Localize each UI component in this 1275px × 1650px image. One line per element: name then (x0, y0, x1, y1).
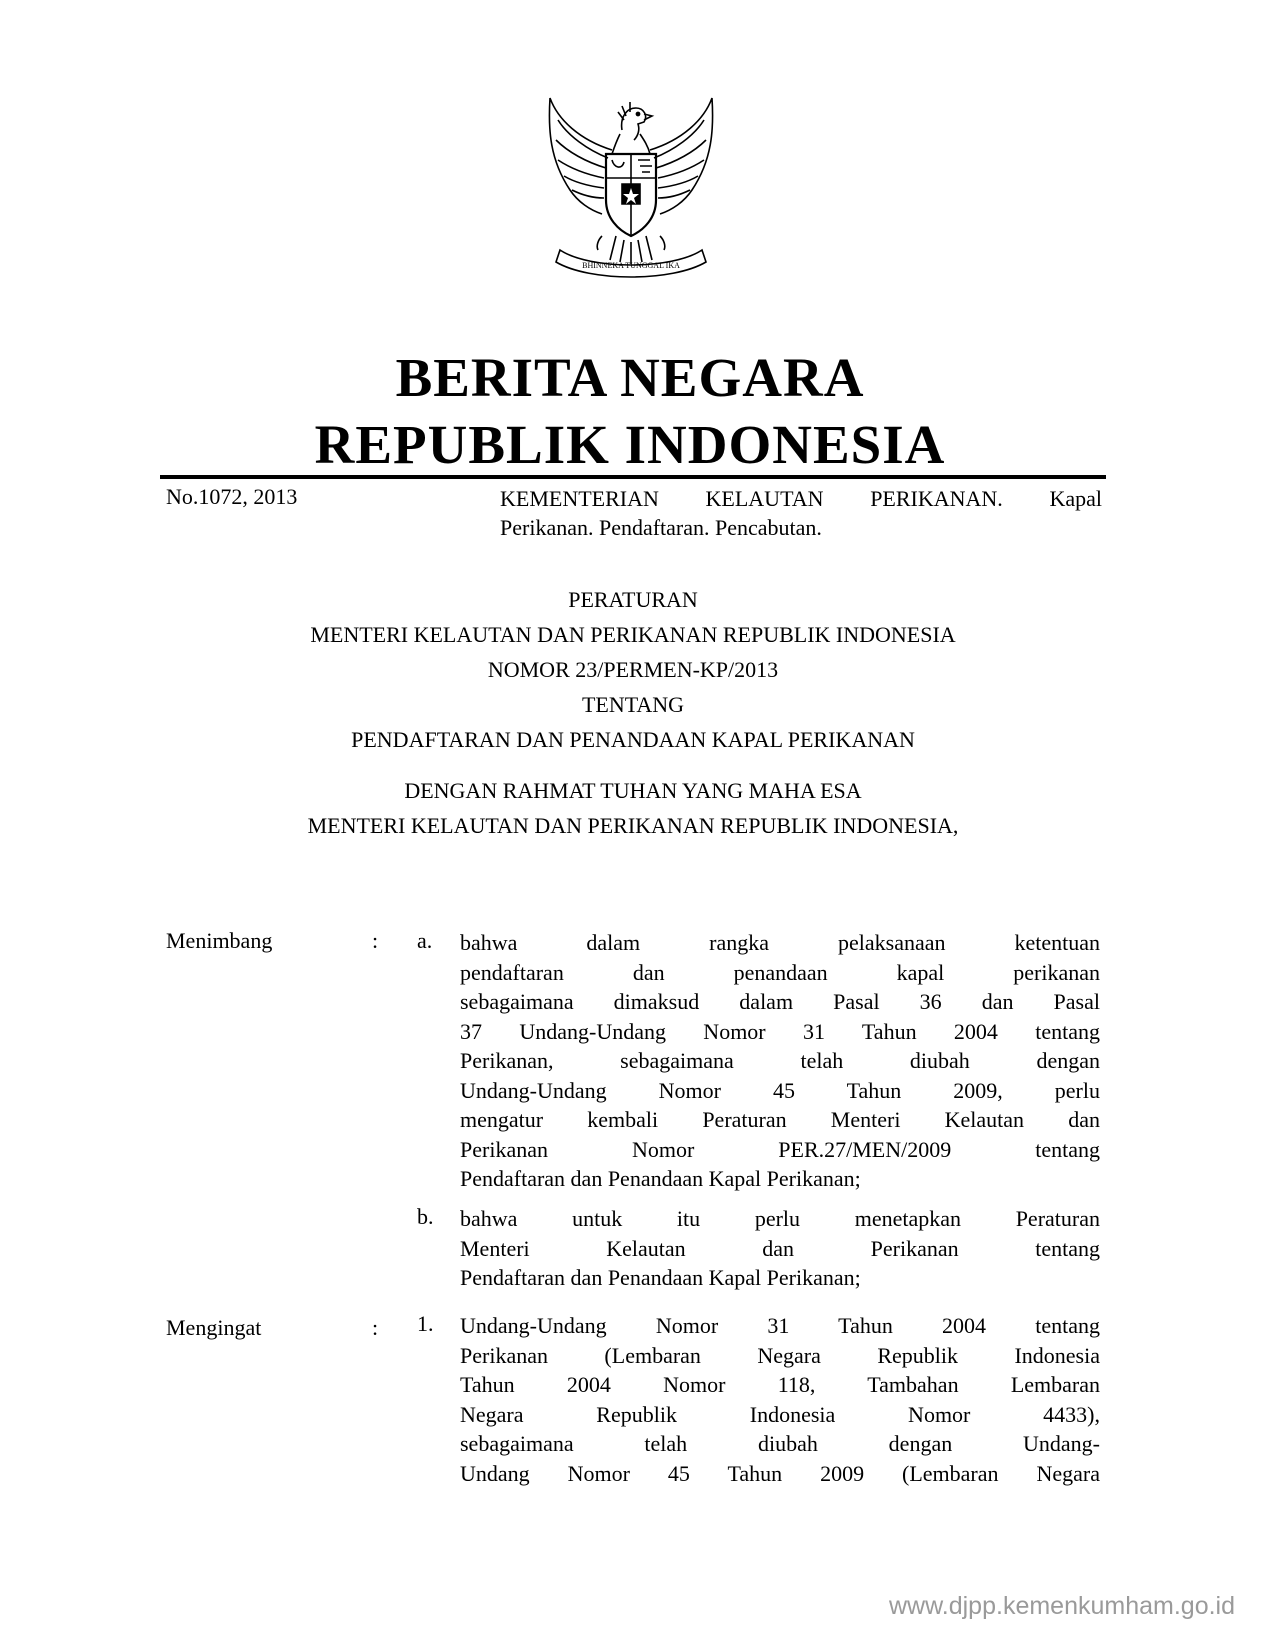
mengingat-label: Mengingat (166, 1315, 262, 1340)
masthead-title: BERITA NEGARA (395, 347, 865, 408)
category-line: KEMENTERIAN KELAUTAN PERIKANAN. Kapal (500, 486, 1102, 511)
item-line: bahwa dalam rangka pelaksanaan ketentuan (460, 930, 1100, 955)
source-watermark: www.djpp.kemenkumham.go.id (889, 1592, 1235, 1620)
menimbang-colon: : (372, 928, 379, 953)
item-marker: b. (417, 1204, 434, 1229)
garuda-emblem-icon (540, 90, 722, 280)
masthead-subtitle: REPUBLIK INDONESIA (314, 414, 946, 475)
item-line: Perikanan Nomor PER.27/MEN/2009 tentang (460, 1136, 1100, 1162)
item-marker: 1. (417, 1311, 434, 1336)
item-line: sebagaimana telah diubah dengan Undang- (460, 1431, 1100, 1456)
title-line: PENDAFTARAN DAN PENANDAAN KAPAL PERIKANAN (351, 727, 915, 752)
item-marker: a. (417, 928, 433, 953)
item-line: Undang Nomor 45 Tahun 2009 (Lembaran Negara (460, 1460, 1100, 1486)
menimbang-label: Menimbang (166, 928, 273, 953)
item-line: pendaftaran dan penandaan kapal perikanan (460, 959, 1100, 985)
title-line: NOMOR 23/PERMEN-KP/2013 (487, 657, 779, 682)
item-line: Pendaftaran dan Penandaan Kapal Perikanan; (460, 1166, 861, 1191)
item-line: Undang-Undang Nomor 45 Tahun 2009, perlu (460, 1077, 1100, 1103)
regulation-title (160, 582, 1106, 757)
masthead-rule (160, 475, 1106, 479)
item-line: 37 Undang-Undang Nomor 31 Tahun 2004 tentang (460, 1018, 1100, 1044)
item-line: Tahun 2004 Nomor 118, Tambahan Lembaran (460, 1372, 1100, 1397)
category-line: Perikanan. Pendaftaran. Pencabutan. (500, 515, 822, 540)
mengingat-item-1 (460, 1311, 1100, 1488)
item-line: Undang-Undang Nomor 31 Tahun 2004 tentang (460, 1313, 1100, 1338)
emblem-motto: BHINNEKA TUNGGAL IKA (582, 261, 680, 270)
mengingat-colon: : (372, 1315, 379, 1340)
item-line: sebagaimana dimaksud dalam Pasal 36 dan Pasal (460, 989, 1100, 1014)
preamble-line: MENTERI KELAUTAN DAN PERIKANAN REPUBLIK INDONESIA, (307, 813, 959, 838)
item-line: Menteri Kelautan dan Perikanan tentang (460, 1235, 1100, 1261)
menimbang-item-b (460, 1204, 1100, 1293)
title-line: PERATURAN (568, 587, 698, 612)
item-line: Perikanan (Lembaran Negara Republik Indonesia (460, 1342, 1100, 1368)
title-line: TENTANG (581, 692, 685, 717)
document-number: No.1072, 2013 (166, 484, 298, 509)
title-line: MENTERI KELAUTAN DAN PERIKANAN REPUBLIK INDONESIA (310, 622, 956, 647)
item-line: mengatur kembali Peraturan Menteri Kelautan dan (460, 1107, 1100, 1132)
preamble (160, 773, 1106, 843)
item-line: Perikanan, sebagaimana telah diubah dengan (460, 1048, 1100, 1073)
document-category (500, 484, 1102, 542)
item-line: Negara Republik Indonesia Nomor 4433), (460, 1401, 1100, 1427)
item-line: Pendaftaran dan Penandaan Kapal Perikanan; (460, 1265, 861, 1290)
item-line: bahwa untuk itu perlu menetapkan Peraturan (460, 1206, 1100, 1231)
menimbang-item-a (460, 928, 1100, 1194)
preamble-line: DENGAN RAHMAT TUHAN YANG MAHA ESA (404, 778, 862, 803)
